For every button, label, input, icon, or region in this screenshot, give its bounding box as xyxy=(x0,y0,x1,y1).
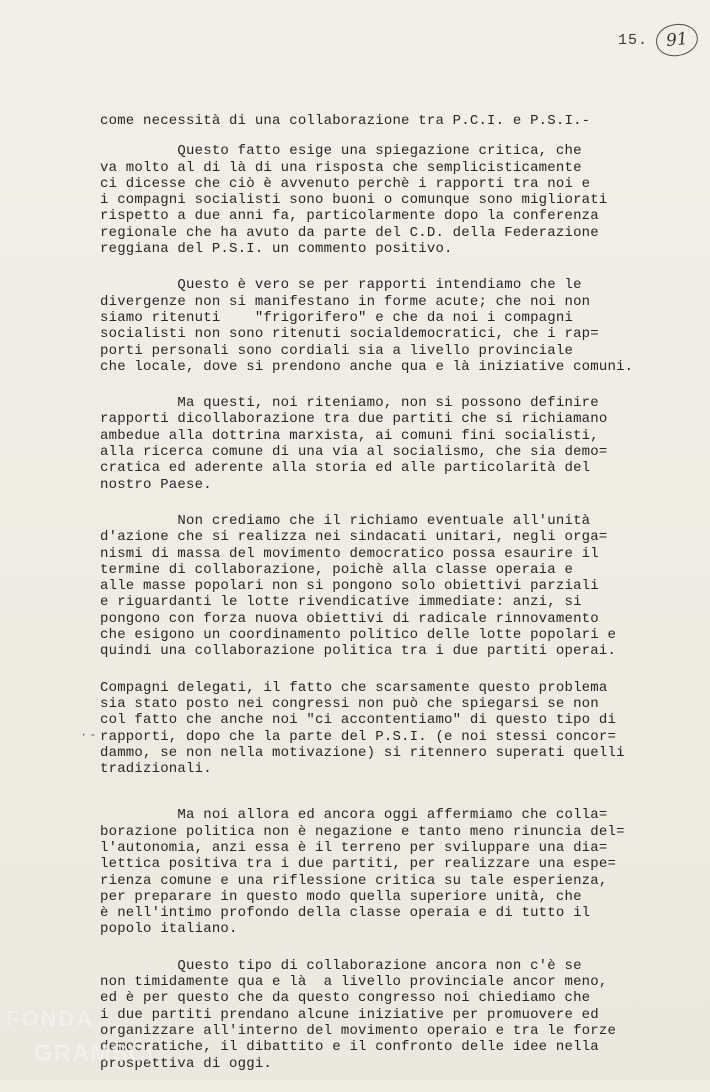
text-line: Non crediamo che il richiamo eventuale all'unità xyxy=(100,512,591,529)
text-line: organizzare all'interno del movimento operaio e tra le forze xyxy=(100,1022,617,1039)
text-line: nostro Paese. xyxy=(100,476,212,493)
text-line: ambedue alla dottrina marxista, ai comuni fini socialisti, xyxy=(100,427,599,444)
text-line: va molto al di là di una risposta che semplicisticamente xyxy=(100,159,582,176)
text-line: ci dicesse che ciò è avvenuto perchè i rapporti tra noi e xyxy=(100,175,591,192)
text-line: che esigono un coordinamento politico delle lotte popolari e xyxy=(100,627,617,644)
text-line: col fatto che anche noi "ci accontentiamo" di questo tipo di xyxy=(100,712,617,729)
page-number: 15. xyxy=(618,32,649,49)
text-line: divergenze non si manifestano in forme acute; che noi non xyxy=(100,293,591,310)
paragraph xyxy=(100,277,700,375)
paragraph xyxy=(100,113,700,129)
paragraph xyxy=(100,680,700,778)
text-line: e riguardanti le lotte rivendicative immediate: anzi, si xyxy=(100,594,582,611)
text-line: nismi di massa del movimento democratico possa esaurire il xyxy=(100,545,599,562)
text-line: democratiche, il dibattito e il confronto delle idee nella xyxy=(100,1039,599,1056)
text-line: alle masse popolari non si pongono solo obiettivi parziali xyxy=(100,578,599,595)
text-line: Ma questi, noi riteniamo, non si possono definire xyxy=(100,395,599,412)
watermark-line-2: GRAMSCI xyxy=(34,1040,155,1067)
text-line: Compagni delegati, il fatto che scarsamente questo problema xyxy=(100,679,608,696)
paragraph xyxy=(100,395,700,493)
text-line: siamo ritenuti "frigorifero" e che da noi i compagni xyxy=(100,309,574,326)
text-line: regionale che ha avuto da parte del C.D. della Federazione xyxy=(100,224,599,241)
text-line: borazione politica non è negazione e tanto meno rinuncia del= xyxy=(100,823,625,840)
text-line: rapporti, dopo che la parte del P.S.I. (e noi stessi concor= xyxy=(100,728,617,745)
watermark-line-1: FONDA xyxy=(6,1006,95,1031)
text-line: l'autonomia, anzi essa è il terreno per sviluppare una dia= xyxy=(100,839,608,856)
text-line: porti personali sono cordiali sia a livello provinciale xyxy=(100,342,574,359)
text-line: è nell'intimo profondo della classe operaia e di tutto il xyxy=(100,905,591,922)
text-line: d'azione che si realizza nei sindacati unitari, negli orga= xyxy=(100,529,608,546)
text-line: ed è per questo che da questo congresso noi chiediamo che xyxy=(100,990,591,1007)
text-line: Ma noi allora ed ancora oggi affermiamo che colla= xyxy=(100,807,608,824)
text-line: per preparare in questo modo quella superiore unità, che xyxy=(100,888,582,905)
text-line: socialisti non sono ritenuti socialdemocratici, che i rap= xyxy=(100,326,599,343)
text-line: Questo è vero se per rapporti intendiamo che le xyxy=(100,277,582,294)
paragraph xyxy=(100,143,700,257)
text-line: quindi una collaborazione politica tra i due partiti operai. xyxy=(100,643,617,660)
text-line: pongono con forza nuova obiettivi di radicale rinnovamento xyxy=(100,610,599,627)
text-line: termine di collaborazione, poichè alla classe operaia e xyxy=(100,561,574,578)
text-line: i compagni socialisti sono buoni o comunque sono migliorati xyxy=(100,192,608,209)
text-line: come necessità di una collaborazione tra P.C.I. e P.S.I.- xyxy=(100,113,591,129)
text-line: reggiana del P.S.I. un commento positivo. xyxy=(100,241,453,258)
text-line: Questo tipo di collaborazione ancora non c'è se xyxy=(100,957,582,974)
text-line: dammo, se non nella motivazione) si ritennero superati quelli xyxy=(100,744,625,761)
text-line: cratica ed aderente alla storia ed alle particolarità del xyxy=(100,460,591,477)
text-line: lettica positiva tra i due partiti, per realizzare una espe= xyxy=(100,856,617,873)
text-line: rispetto a due anni fa, particolarmente dopo la conferenza xyxy=(100,208,599,225)
text-line: prospettiva di oggi. xyxy=(100,1055,273,1072)
margin-mark: ·- xyxy=(80,728,99,742)
archive-watermark xyxy=(6,1006,206,1076)
text-line: rapporti dicollaborazione tra due partiti che si richiamano xyxy=(100,411,608,428)
text-line: Questo fatto esige una spiegazione critica, che xyxy=(100,143,582,160)
text-line: alla ricerca comune di una via al socialismo, che sia demo= xyxy=(100,444,608,461)
document-body xyxy=(100,113,700,1092)
text-line: sia stato posto nei congressi non può che spiegarsi se non xyxy=(100,695,599,712)
archive-page-number-circled: 91 xyxy=(654,22,699,58)
paragraph xyxy=(100,807,700,937)
text-line: non timidamente qua e là a livello provinciale ancor meno, xyxy=(100,974,608,991)
text-line: i due partiti prendano alcune iniziative per promuovere ed xyxy=(100,1006,599,1023)
text-line: rienza comune e una riflessione critica su tale esperienza, xyxy=(100,872,608,889)
text-line: che locale, dove si prendono anche qua e là iniziative comuni. xyxy=(100,358,634,375)
text-line: popolo italiano. xyxy=(100,921,238,938)
text-line: tradizionali. xyxy=(100,761,212,778)
paragraph xyxy=(100,513,700,660)
